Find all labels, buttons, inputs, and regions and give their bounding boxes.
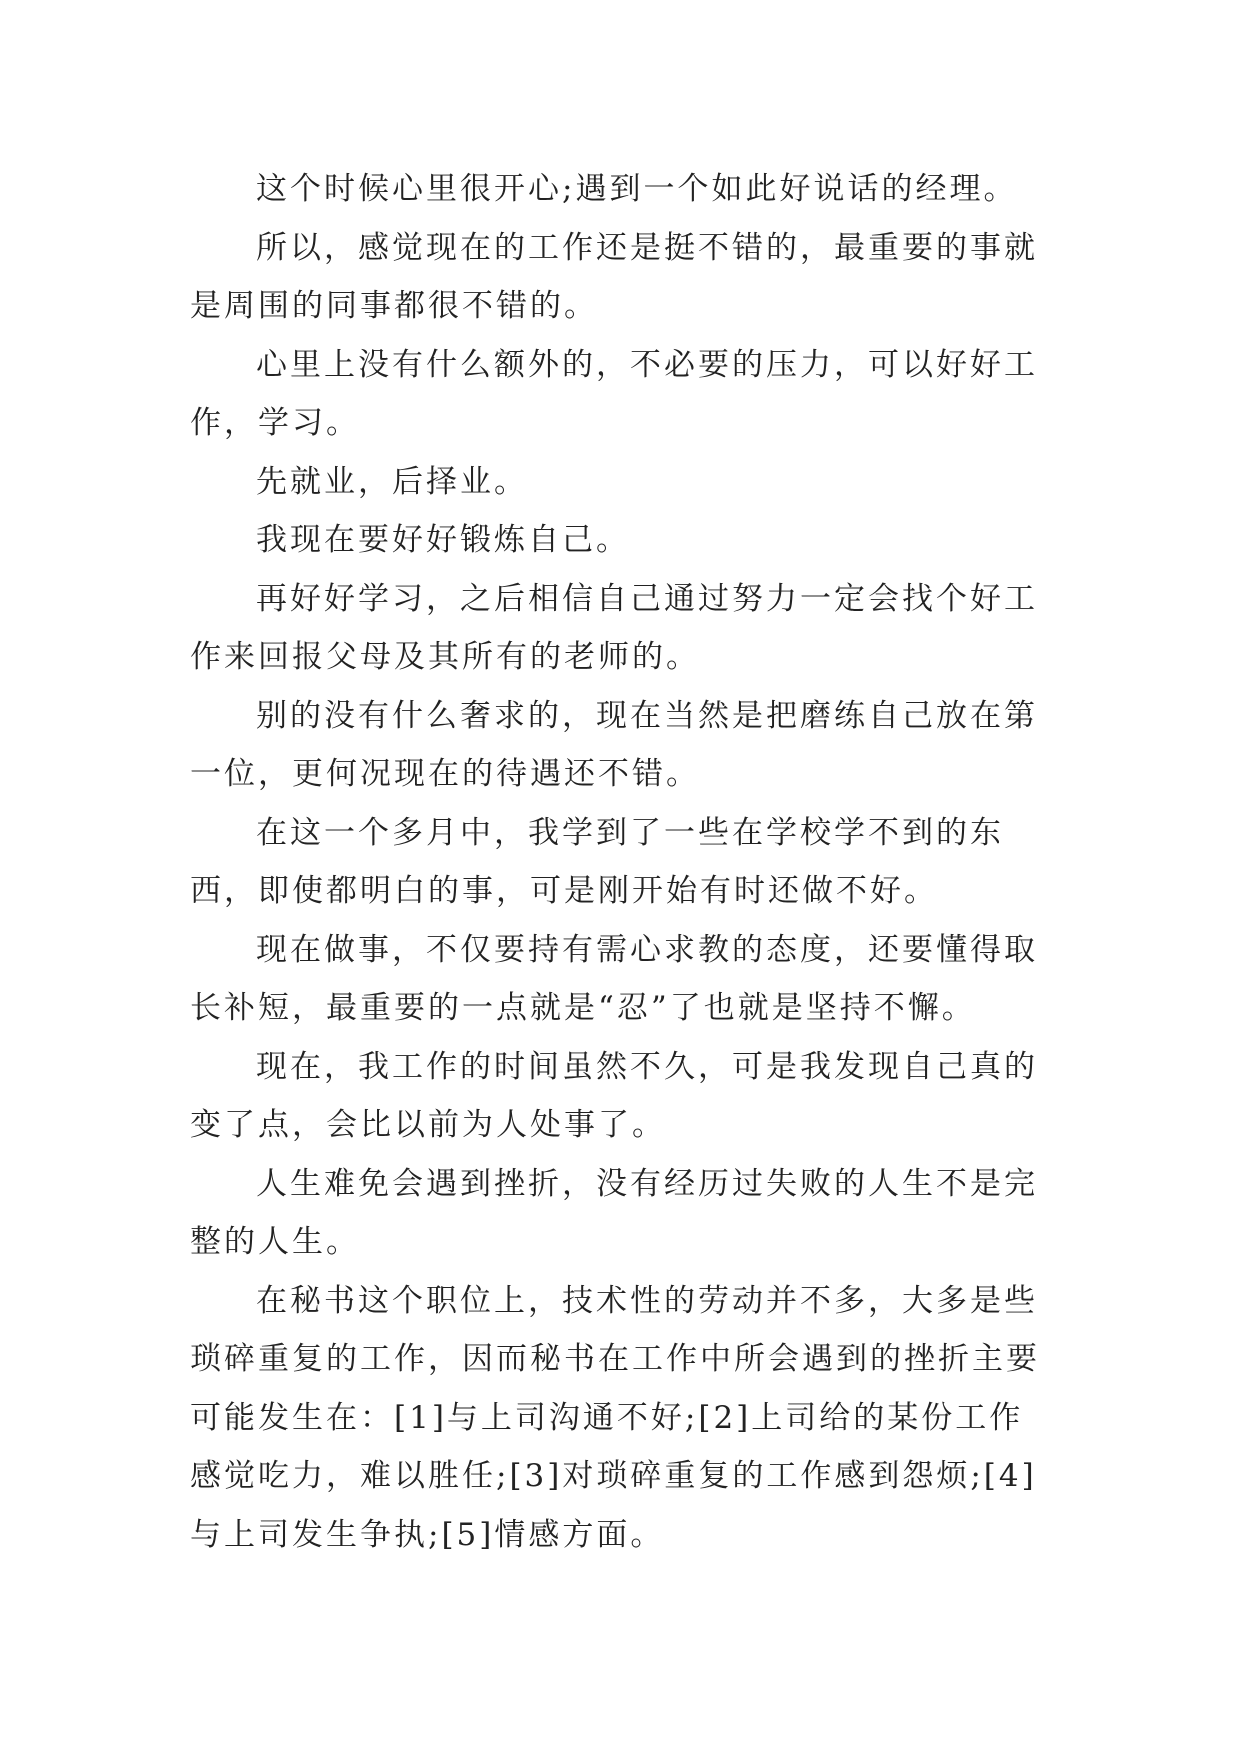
paragraph: 现在做事，不仅要持有需心求教的态度，还要懂得取长补短，最重要的一点就是“忍”了也就是坚持不懈。	[190, 931, 1038, 1026]
paragraph: 所以，感觉现在的工作还是挺不错的，最重要的事就是周围的同事都很不错的。	[190, 229, 1038, 324]
paragraph: 我现在要好好锻炼自己。	[256, 522, 630, 558]
document-body	[190, 160, 1050, 1564]
paragraph: 这个时候心里很开心;遇到一个如此好说话的经理。	[256, 171, 1018, 207]
paragraph: 再好好学习，之后相信自己通过努力一定会找个好工作来回报父母及其所有的老师的。	[190, 580, 1038, 675]
paragraph: 心里上没有什么额外的，不必要的压力，可以好好工作，学习。	[190, 346, 1038, 441]
paragraph: 在这一个多月中，我学到了一些在学校学不到的东西，即使都明白的事，可是刚开始有时还做不好。	[190, 814, 1004, 909]
paragraph: 现在，我工作的时间虽然不久，可是我发现自己真的变了点，会比以前为人处事了。	[190, 1048, 1038, 1143]
paragraph: 先就业，后择业。	[256, 463, 528, 500]
paragraph: 在秘书这个职位上，技术性的劳动并不多，大多是些琐碎重复的工作，因而秘书在工作中所会遇到的挫折主要可能发生在：[1]与上司沟通不好;[2]上司给的某份工作感觉吃力，难以胜任;[3]对琐碎重复的工作感到怨烦;[4]与上司发生争执;[5]情感方面。	[190, 1282, 1040, 1553]
paragraph: 别的没有什么奢求的，现在当然是把磨练自己放在第一位，更何况现在的待遇还不错。	[190, 697, 1038, 792]
paragraph: 人生难免会遇到挫折，没有经历过失败的人生不是完整的人生。	[190, 1165, 1038, 1260]
